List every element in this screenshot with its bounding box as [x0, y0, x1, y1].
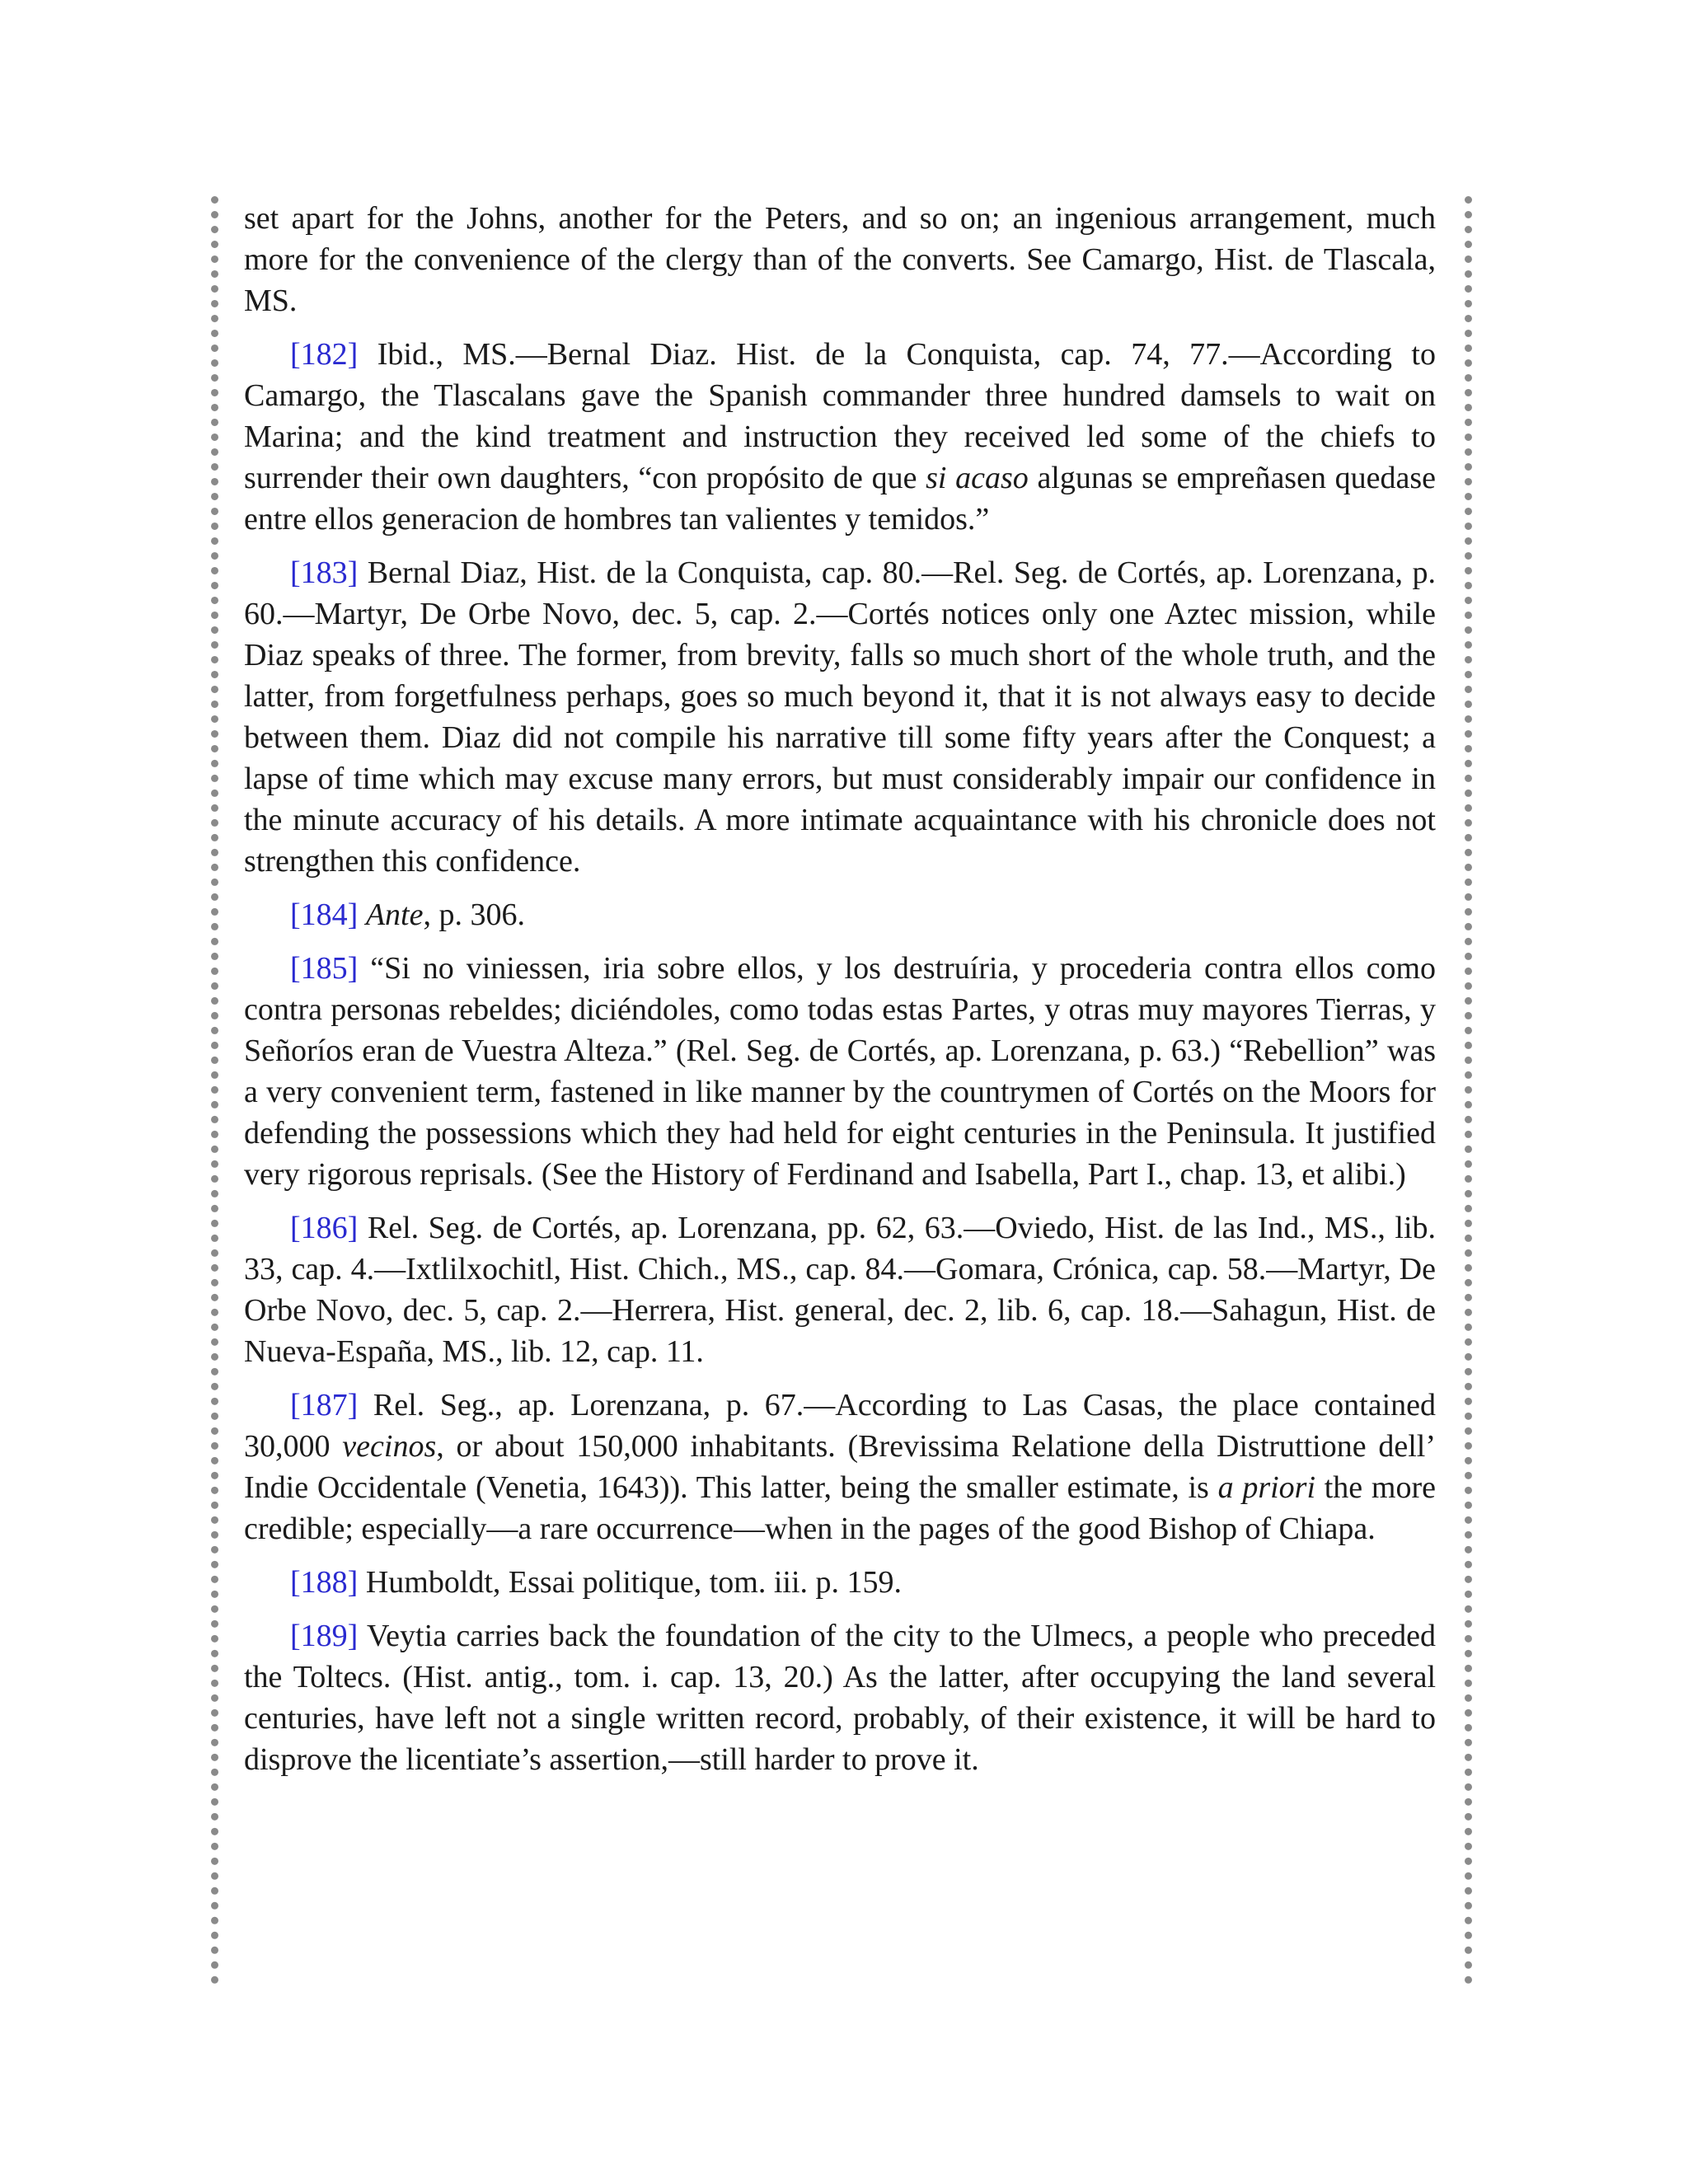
footnote-text: , p. 306.: [423, 898, 525, 932]
footnote-italic-text: Ante: [365, 898, 424, 932]
footnote: [244, 1207, 1436, 1372]
footnote-italic-text: vecinos: [342, 1429, 437, 1464]
right-dotted-rule: [1465, 196, 1472, 1985]
footnote: [244, 1385, 1436, 1549]
footnote-text: Veytia carries back the foundation of the city to the Ulmecs, a people who preceded the Toltecs. (Hist. antig., tom. i. cap. 13, 20.) As the latter, after occupying the land several centuries, have left not a single written record, probably, of their existence, it will be hard to disprove the licentiate’s assertion,—still harder to prove it.: [244, 1619, 1436, 1777]
footnote-italic-text: a priori: [1217, 1470, 1316, 1505]
footnote: [244, 1615, 1436, 1780]
footnote-ref-link[interactable]: [187]: [290, 1388, 359, 1422]
footnote-text: algunas se empreñasen quedase entre ellos generacion de hombres tan valientes y temidos.”: [244, 461, 1437, 537]
footnote-text: Rel. Seg., ap. Lorenzana, p. 67.—According to Las Casas, the place contained 30,000: [244, 1388, 1437, 1464]
footnotes-content: [244, 198, 1436, 1793]
footnote-ref-link[interactable]: [188]: [290, 1565, 359, 1600]
footnote-text: the more credible; especially—a rare occurrence—when in the pages of the good Bishop of Chiapa.: [244, 1470, 1436, 1546]
footnote-text: “Si no viniessen, iria sobre ellos, y los destruíria, y procederia contra ellos como contra personas rebeldes; diciéndoles, como todas estas Partes, y otras muy mayores Tierras, y Señoríos eran de Vuestra Alteza.” (Rel. Seg. de Cortés, ap. Lorenzana, p. 63.) “Rebellion” was a very convenient term, fastened in like manner by the countrymen of Cortés on the Moors for defending the possessions which they had held for eight centuries in the Peninsula. It justified very rigorous reprisals. (See the History of Ferdinand and Isabella, Part I., chap. 13, et alibi.): [244, 951, 1437, 1192]
footnote-text: Humboldt, Essai politique, tom. iii. p. 159.: [365, 1565, 903, 1600]
footnote-ref-link[interactable]: [183]: [290, 555, 359, 590]
footnote-ref-link[interactable]: [185]: [290, 951, 359, 986]
footnote-ref-link[interactable]: [186]: [290, 1211, 359, 1245]
footnote-text: , or about 150,000 inhabitants. (Brevissima Relatione della Distruttione dell’ Indie Occidentale (Venetia, 1643)). This latter, being the smaller estimate, is: [244, 1429, 1436, 1505]
footnote-text: Bernal Diaz, Hist. de la Conquista, cap. 80.—Rel. Seg. de Cortés, ap. Lorenzana, p. 60.—Martyr, De Orbe Novo, dec. 5, cap. 2.—Cortés notices only one Aztec mission, while Diaz speaks of three. The former, from brevity, falls so much short of the whole truth, and the latter, from forgetfulness perhaps, goes so much beyond it, that it is not always easy to decide between them. Diaz did not compile his narrative till some fifty years after the Conquest; a lapse of time which may excuse many errors, but must considerably impair our confidence in the minute accuracy of his details. A more intimate acquaintance with his chronicle does not strengthen this confidence.: [244, 555, 1436, 879]
footnote: [244, 552, 1436, 882]
left-dotted-rule: [211, 196, 218, 1985]
footnote-ref-link[interactable]: [189]: [290, 1619, 359, 1653]
footnote-ref-link[interactable]: [182]: [290, 337, 359, 372]
footnote: [244, 948, 1436, 1195]
footnote: [244, 894, 1436, 935]
footnote: [244, 1562, 1436, 1603]
continued-footnote-text: set apart for the Johns, another for the Peters, and so on; an ingenious arrangement, much more for the convenience of the clergy than of the converts. See Camargo, Hist. de Tlascala, MS.: [244, 201, 1436, 318]
footnote: [244, 334, 1436, 540]
footnote-text: Rel. Seg. de Cortés, ap. Lorenzana, pp. 62, 63.—Oviedo, Hist. de las Ind., MS., lib. 33, cap. 4.—Ixtlilxochitl, Hist. Chich., MS., cap. 84.—Gomara, Crónica, cap. 58.—Martyr, De Orbe Novo, dec. 5, cap. 2.—Herrera, Hist. general, dec. 2, lib. 6, cap. 18.—Sahagun, Hist. de Nueva-España, MS., lib. 12, cap. 11.: [244, 1211, 1436, 1369]
footnote-italic-text: si acaso: [926, 461, 1029, 495]
footnote-list: [244, 334, 1436, 1780]
footnote-ref-link[interactable]: [184]: [290, 898, 359, 932]
footnote-text: Ibid., MS.—Bernal Diaz. Hist. de la Conquista, cap. 74, 77.—According to Camargo, the Tlascalans gave the Spanish commander three hundred damsels to wait on Marina; and the kind treatment and instruction they received led some of the chiefs to surrender their own daughters, “con propósito de que: [244, 337, 1436, 495]
